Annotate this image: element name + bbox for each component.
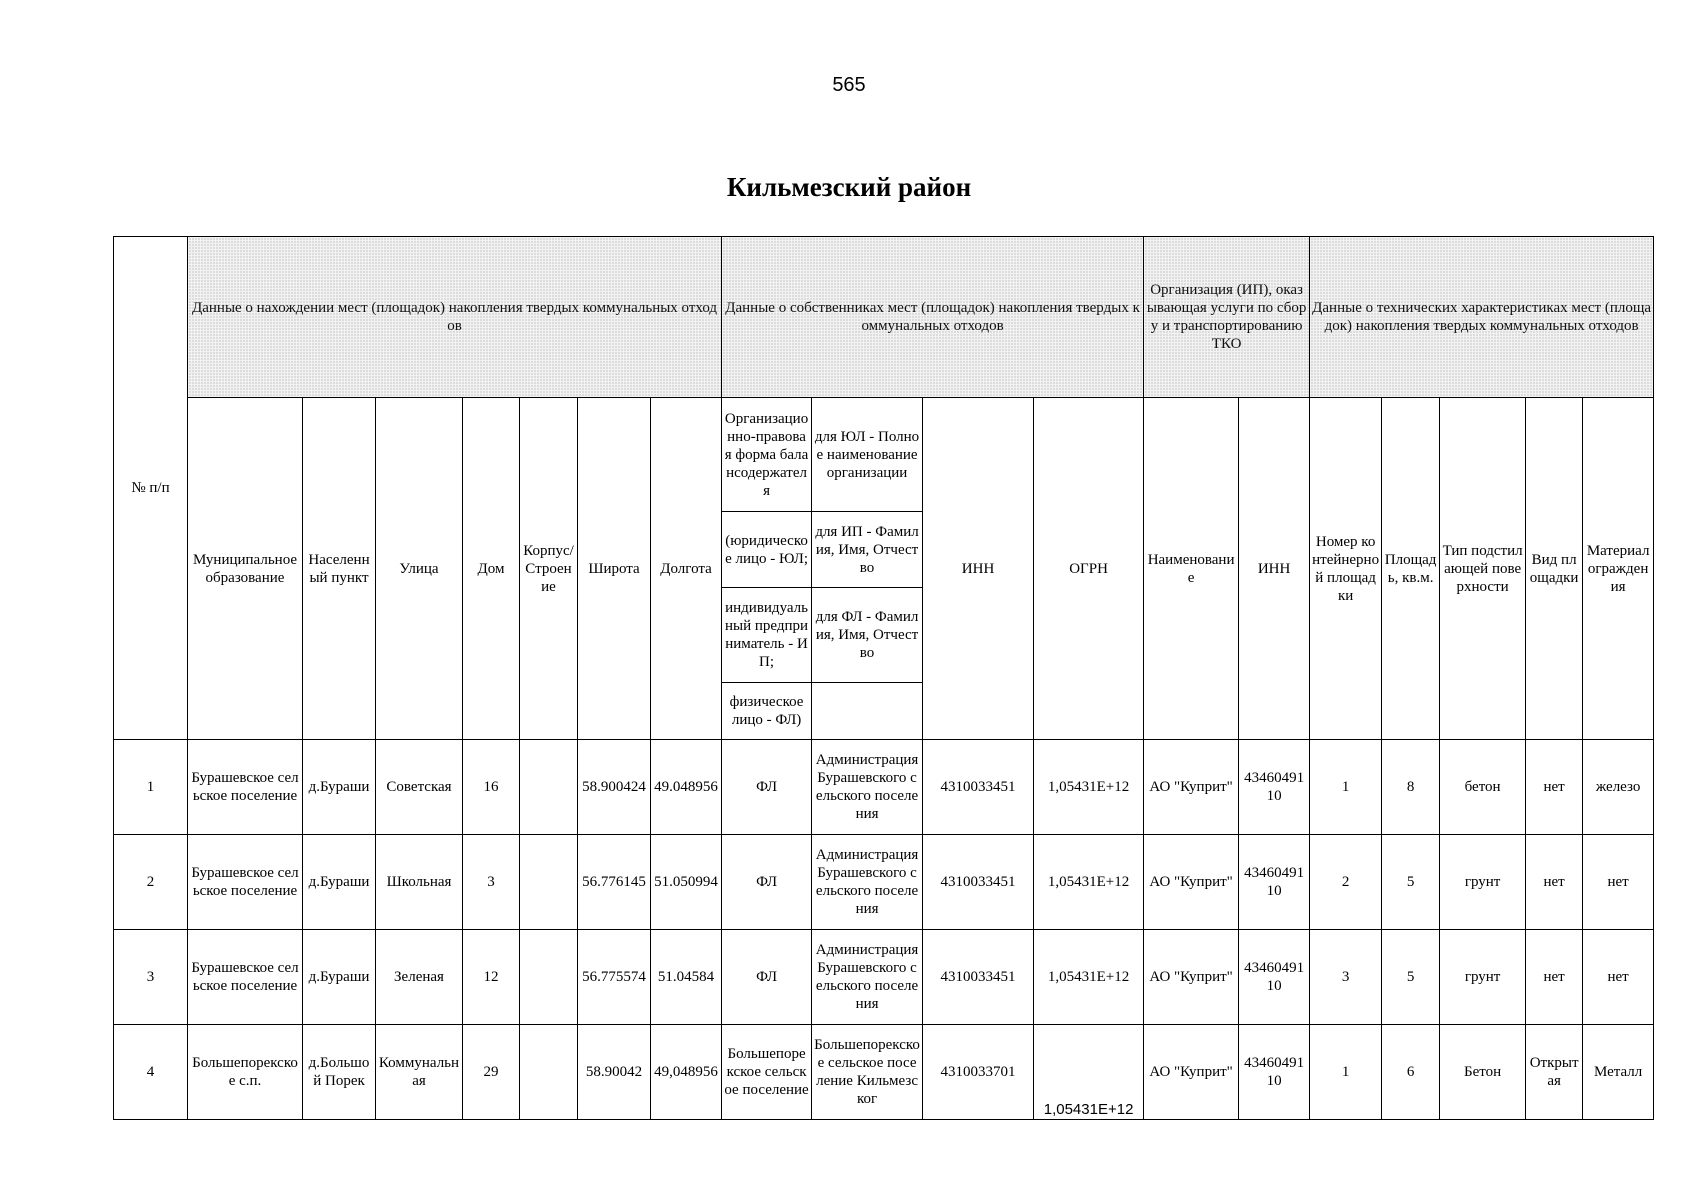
col-header-name-ip: для ИП - Фамилия, Имя, Отчество [812, 512, 923, 588]
cell-site-type: нет [1526, 740, 1583, 835]
cell-form: ФЛ [722, 740, 812, 835]
cell-owner: Администрация Бурашевского сельского поселения [812, 835, 923, 930]
header-group-row [114, 237, 1654, 398]
col-header-area: Площадь, кв.м. [1382, 398, 1440, 740]
cell-lon: 49.048956 [651, 740, 722, 835]
group-header-tech: Данные о технических характеристиках мест (площадок) накопления твердых коммунальных отходов [1310, 237, 1654, 398]
col-header-container-num: Номер контейнерной площадки [1310, 398, 1382, 740]
group-header-collector: Организация (ИП), оказывающая услуги по сбору и транспортированию ТКО [1144, 237, 1310, 398]
cell-area: 5 [1382, 930, 1440, 1025]
col-header-empty [812, 683, 923, 740]
page-title: Кильмезский район [726, 172, 972, 202]
col-header-org-form-b: (юридическое лицо - ЮЛ; [722, 512, 812, 588]
cell-area: 5 [1382, 835, 1440, 930]
col-header-inn: ИНН [923, 398, 1034, 740]
header-subrow-1 [114, 398, 1654, 512]
table-row [114, 740, 1654, 835]
cell-building [520, 740, 578, 835]
cell-lat: 56.776145 [578, 835, 651, 930]
col-header-lon: Долгота [651, 398, 722, 740]
cell-lon: 49,048956 [651, 1025, 722, 1120]
cell-inn: 4310033451 [923, 740, 1034, 835]
cell-lat: 58.90042 [578, 1025, 651, 1120]
col-header-street: Улица [376, 398, 463, 740]
cell-settlement: д.Бураши [303, 930, 376, 1025]
cell-container-num: 1 [1310, 740, 1382, 835]
cell-settlement: д.Бураши [303, 835, 376, 930]
col-header-house: Дом [463, 398, 520, 740]
cell-container-num: 3 [1310, 930, 1382, 1025]
cell-form: Большепорекское сельское поселение [722, 1025, 812, 1120]
col-header-name-ul: для ЮЛ - Полное наименование организации [812, 398, 923, 512]
cell-area: 8 [1382, 740, 1440, 835]
cell-settlement: д.Бураши [303, 740, 376, 835]
cell-owner: Большепорекское сельское поселение Кильмезског [812, 1025, 923, 1120]
cell-lat: 58.900424 [578, 740, 651, 835]
cell-building [520, 835, 578, 930]
cell-container-num: 2 [1310, 835, 1382, 930]
cell-house: 16 [463, 740, 520, 835]
cell-surface: Бетон [1440, 1025, 1526, 1120]
cell-street: Школьная [376, 835, 463, 930]
cell-ogrn: 1,05431E+12 [1034, 930, 1144, 1025]
cell-area: 6 [1382, 1025, 1440, 1120]
cell-site-type: нет [1526, 835, 1583, 930]
cell-site-type: нет [1526, 930, 1583, 1025]
col-header-building: Корпус/Строение [520, 398, 578, 740]
group-header-location: Данные о нахождении мест (площадок) накопления твердых коммунальных отходов [188, 237, 722, 398]
cell-collector-inn: 4346049110 [1239, 740, 1310, 835]
cell-fence: Металл [1583, 1025, 1654, 1120]
cell-settlement: д.Большой Порек [303, 1025, 376, 1120]
cell-municipality: Большепорекское с.п. [188, 1025, 303, 1120]
cell-fence: нет [1583, 835, 1654, 930]
col-header-name-fl: для ФЛ - Фамилия, Имя, Отчество [812, 588, 923, 683]
col-header-municipality: Муниципальное образование [188, 398, 303, 740]
cell-form: ФЛ [722, 835, 812, 930]
cell-building [520, 930, 578, 1025]
col-header-fence: Материал ограждения [1583, 398, 1654, 740]
cell-num: 1 [114, 740, 188, 835]
cell-street: Советская [376, 740, 463, 835]
cell-inn: 4310033451 [923, 930, 1034, 1025]
cell-municipality: Бурашевское сельское поселение [188, 740, 303, 835]
cell-ogrn: 1,05431E+12 [1034, 835, 1144, 930]
cell-collector: АО "Куприт" [1144, 930, 1239, 1025]
cell-ogrn: 1,05431E+12 [1034, 1025, 1144, 1120]
cell-house: 12 [463, 930, 520, 1025]
waste-sites-table [113, 236, 1654, 1120]
cell-collector: АО "Куприт" [1144, 1025, 1239, 1120]
cell-lon: 51.050994 [651, 835, 722, 930]
col-header-site-type: Вид площадки [1526, 398, 1583, 740]
cell-street: Коммунальная [376, 1025, 463, 1120]
cell-site-type: Открытая [1526, 1025, 1583, 1120]
cell-collector-inn: 4346049110 [1239, 1025, 1310, 1120]
table-row [114, 835, 1654, 930]
cell-collector: АО "Куприт" [1144, 835, 1239, 930]
cell-surface: грунт [1440, 930, 1526, 1025]
cell-house: 3 [463, 835, 520, 930]
col-header-ogrn: ОГРН [1034, 398, 1144, 740]
cell-surface: бетон [1440, 740, 1526, 835]
cell-inn: 4310033701 [923, 1025, 1034, 1120]
col-header-lat: Широта [578, 398, 651, 740]
page-number: 565 [832, 74, 866, 96]
col-header-org-name: Наименование [1144, 398, 1239, 740]
col-header-surface: Тип подстилающей поверхности [1440, 398, 1526, 740]
cell-num: 4 [114, 1025, 188, 1120]
table-row [114, 1025, 1654, 1120]
cell-lat: 56.775574 [578, 930, 651, 1025]
cell-fence: железо [1583, 740, 1654, 835]
cell-municipality: Бурашевское сельское поселение [188, 930, 303, 1025]
cell-collector: АО "Куприт" [1144, 740, 1239, 835]
col-header-org-form-a: Организационно-правовая форма балансодержателя [722, 398, 812, 512]
cell-street: Зеленая [376, 930, 463, 1025]
cell-num: 2 [114, 835, 188, 930]
cell-municipality: Бурашевское сельское поселение [188, 835, 303, 930]
cell-num: 3 [114, 930, 188, 1025]
table-row [114, 930, 1654, 1025]
col-header-org-form-d: физическое лицо - ФЛ) [722, 683, 812, 740]
cell-surface: грунт [1440, 835, 1526, 930]
cell-form: ФЛ [722, 930, 812, 1025]
cell-collector-inn: 4346049110 [1239, 835, 1310, 930]
col-header-settlement: Населенный пункт [303, 398, 376, 740]
cell-collector-inn: 4346049110 [1239, 930, 1310, 1025]
col-header-org-inn: ИНН [1239, 398, 1310, 740]
cell-inn: 4310033451 [923, 835, 1034, 930]
cell-owner: Администрация Бурашевского сельского поселения [812, 740, 923, 835]
cell-lon: 51.04584 [651, 930, 722, 1025]
cell-house: 29 [463, 1025, 520, 1120]
cell-owner: Администрация Бурашевского сельского поселения [812, 930, 923, 1025]
col-header-num: № п/п [114, 237, 188, 740]
cell-ogrn: 1,05431E+12 [1034, 740, 1144, 835]
col-header-org-form-c: индивидуальный предприниматель - ИП; [722, 588, 812, 683]
cell-fence: нет [1583, 930, 1654, 1025]
cell-building [520, 1025, 578, 1120]
cell-container-num: 1 [1310, 1025, 1382, 1120]
group-header-owners: Данные о собственниках мест (площадок) накопления твердых коммунальных отходов [722, 237, 1144, 398]
